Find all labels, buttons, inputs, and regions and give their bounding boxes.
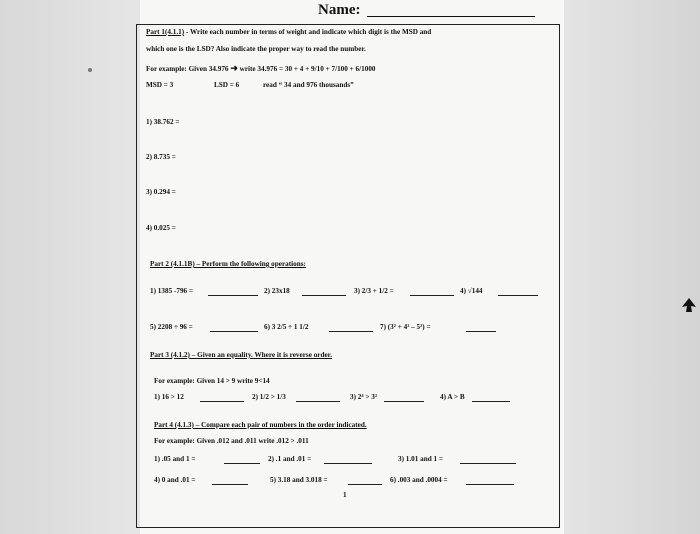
part4-item-1: 1) .05 and 1 =: [154, 455, 196, 463]
part3-item-1: 1) 16 > 12: [154, 393, 184, 401]
answer-blank[interactable]: [466, 484, 514, 485]
answer-blank[interactable]: [348, 484, 382, 485]
background-left: [0, 0, 140, 534]
answer-blank[interactable]: [200, 401, 244, 402]
answer-blank[interactable]: [329, 331, 373, 332]
part1-msd: MSD = 3: [146, 81, 174, 89]
part2-item-3: 3) 2/3 + 1/2 =: [354, 287, 394, 295]
part1-title: Part 1(4.1.1): [146, 28, 185, 36]
part2-item-4: 4) √144: [460, 287, 483, 295]
answer-blank[interactable]: [460, 463, 516, 464]
part1-item-3: 3) 0.294 =: [146, 188, 176, 196]
part1-item-1: 1) 38.762 =: [146, 118, 180, 126]
answer-blank[interactable]: [212, 484, 248, 485]
background-dot: [88, 68, 92, 72]
part1-example-result: write 34.976 = 30 + 4 + 9/10 + 7/100 + 6/1000: [239, 65, 376, 73]
answer-blank[interactable]: [324, 463, 372, 464]
part2-item-1: 1) 1385 -796 =: [150, 287, 194, 295]
part1-instruction-line2: which one is the LSD? Also indicate the proper way to read the number.: [146, 45, 366, 53]
answer-blank[interactable]: [466, 331, 496, 332]
answer-blank[interactable]: [472, 401, 510, 402]
part4-item-3: 3) 1.01 and 1 =: [398, 455, 444, 463]
part2-item-6: 6) 3 2/5 ÷ 1 1/2: [264, 323, 309, 331]
part1-item-2: 2) 8.735 =: [146, 153, 176, 161]
answer-blank[interactable]: [498, 295, 538, 296]
background-right: [564, 0, 700, 534]
answer-blank[interactable]: [384, 401, 424, 402]
part1-item-4: 4) 0.025 =: [146, 224, 176, 232]
answer-blank[interactable]: [210, 331, 258, 332]
part4-title: Part 4 (4.1.3) – Compare each pair of numbers in the order indicated.: [154, 421, 367, 429]
part4-example: For example: Given .012 and .011 write .012 > .011: [154, 437, 309, 445]
answer-blank[interactable]: [302, 295, 346, 296]
part3-example: For example: Given 14 > 9 write 9<14: [154, 377, 270, 385]
part1-read: read “ 34 and 976 thousands”: [263, 81, 354, 89]
answer-blank[interactable]: [224, 463, 260, 464]
part3-item-2: 2) 1/2 > 1/3: [252, 393, 286, 401]
part1-instruction-line1: - Write each number in terms of weight and indicate which digit is the MSD and: [185, 28, 432, 36]
answer-blank[interactable]: [410, 295, 454, 296]
part3-title: Part 3 (4.1.2) – Given an equality. Where it is reverse order.: [150, 351, 332, 359]
part1-example: [146, 63, 376, 74]
part4-item-4: 4) 0 and .01 =: [154, 476, 196, 484]
name-label: Name:: [318, 2, 361, 18]
part2-item-2: 2) 23x18: [264, 287, 290, 295]
mouse-pointer-icon: [682, 298, 696, 312]
page-number: 1: [343, 491, 347, 499]
part3-item-3: 3) 2⁴ > 3²: [350, 393, 377, 401]
part2-item-7: 7) (3² + 4² – 5²) =: [380, 323, 431, 331]
part1-heading: [146, 28, 431, 36]
part4-item-2: 2) .1 and .01 =: [268, 455, 312, 463]
part1-example-given: For example: Given 34.976: [146, 65, 229, 73]
part4-item-6: 6) .003 and .0004 =: [390, 476, 448, 484]
answer-blank[interactable]: [296, 401, 340, 402]
name-blank-line: [367, 16, 535, 17]
worksheet-border: [136, 24, 560, 528]
answer-blank[interactable]: [208, 295, 258, 296]
arrow-right-icon: ➜: [230, 63, 238, 73]
part2-item-5: 5) 2208 ÷ 96 =: [150, 323, 193, 331]
part4-item-5: 5) 3.18 and 3.018 =: [270, 476, 328, 484]
part3-item-4: 4) A > B: [440, 393, 465, 401]
part1-lsd: LSD = 6: [214, 81, 240, 89]
part2-title: Part 2 (4.1.1B) – Perform the following operations:: [150, 260, 306, 268]
